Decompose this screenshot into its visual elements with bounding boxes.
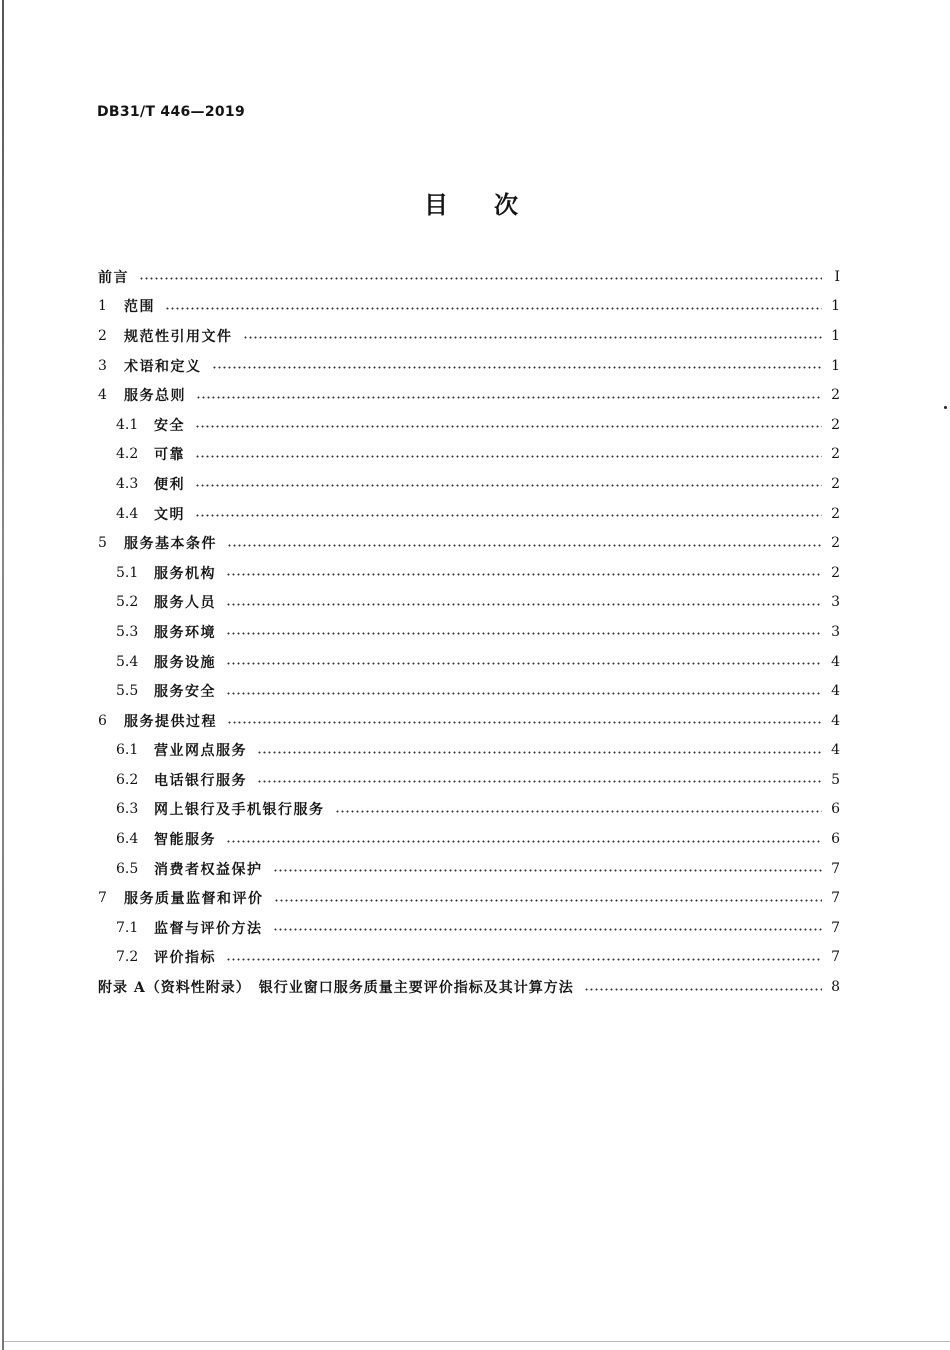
- toc-entry-label: 可靠: [154, 447, 185, 464]
- toc-entry-page: 2: [831, 416, 840, 433]
- toc-entry-number: 5.1: [116, 564, 139, 581]
- toc-entry[interactable]: [98, 943, 840, 973]
- toc-entry[interactable]: [98, 854, 840, 884]
- toc-entry-number: 6.1: [116, 742, 139, 759]
- toc-entry-page: 7: [831, 860, 840, 877]
- toc-entry-number: 1: [98, 298, 107, 315]
- toc-dot-leader: [226, 840, 822, 843]
- toc-entry-label: 术语和定义: [124, 358, 202, 375]
- toc-entry-label: 前言: [98, 269, 129, 286]
- scan-speck: [944, 406, 947, 409]
- toc-entry-label: 服务设施: [154, 654, 216, 671]
- toc-entry-label: 服务人员: [154, 595, 216, 612]
- toc-entry-page: 2: [831, 564, 840, 581]
- toc-entry[interactable]: [98, 795, 840, 825]
- toc-entry[interactable]: [98, 410, 840, 440]
- toc-dot-leader: [226, 573, 822, 576]
- toc-entry-page: 2: [831, 446, 840, 463]
- toc-title: 目次: [424, 191, 564, 219]
- toc-entry-page: 5: [831, 771, 840, 788]
- toc-entry-label: 监督与评价方法: [154, 920, 263, 937]
- toc-entry[interactable]: [98, 380, 840, 410]
- toc-entry-number: 7.2: [116, 949, 139, 966]
- toc-entry-number: 5.3: [116, 623, 139, 640]
- toc-entry-label: 网上银行及手机银行服务: [154, 802, 325, 819]
- toc-entry-label: 服务环境: [154, 624, 216, 641]
- toc-entry-label: 服务安全: [154, 684, 216, 701]
- toc-entry-number: 7.1: [116, 919, 139, 936]
- toc-entry-label: 附录 A（资料性附录） 银行业窗口服务质量主要评价指标及其计算方法: [98, 980, 574, 997]
- toc-entry-number: 6: [98, 712, 107, 729]
- toc-dot-leader: [273, 869, 823, 872]
- toc-entry-page: 1: [831, 327, 840, 344]
- toc-entry-label: 服务总则: [124, 388, 186, 405]
- toc-entry-page: 2: [831, 387, 840, 404]
- toc-entry-label: 消费者权益保护: [154, 861, 263, 878]
- toc-entry[interactable]: [98, 469, 840, 499]
- toc-entry-number: 4.2: [116, 446, 139, 463]
- toc-dot-leader: [195, 514, 822, 517]
- toc-entry-page: 1: [831, 298, 840, 315]
- toc-entry[interactable]: [98, 706, 840, 736]
- toc-entry-number: 2: [98, 327, 107, 344]
- toc-entry-page: I: [834, 268, 840, 285]
- toc-dot-leader: [195, 484, 822, 487]
- toc-entry-number: 4.3: [116, 475, 139, 492]
- toc-entry[interactable]: [98, 528, 840, 558]
- toc-dot-leader: [226, 692, 822, 695]
- toc-entry-label: 智能服务: [154, 832, 216, 849]
- toc-dot-leader: [226, 632, 822, 635]
- toc-entry[interactable]: [98, 321, 840, 351]
- toc-entry[interactable]: [98, 883, 840, 913]
- toc-entry-number: 6.2: [116, 771, 139, 788]
- toc-dot-leader: [584, 988, 822, 991]
- toc-entry[interactable]: [98, 558, 840, 588]
- toc-entry-page: 7: [831, 919, 840, 936]
- toc-entry[interactable]: [98, 351, 840, 381]
- toc-entry[interactable]: [98, 588, 840, 618]
- toc-entry-number: 5.5: [116, 683, 139, 700]
- toc-entry-number: 6.3: [116, 801, 139, 818]
- toc-entry-number: 5.2: [116, 594, 139, 611]
- toc-entry-label: 服务基本条件: [124, 536, 217, 553]
- toc-entry[interactable]: [98, 736, 840, 766]
- toc-entry-label: 服务机构: [154, 565, 216, 582]
- toc-entry-label: 评价指标: [154, 950, 216, 967]
- toc-entry-number: 7: [98, 890, 107, 907]
- toc-entry-page: 7: [831, 949, 840, 966]
- toc-entry-label: 服务质量监督和评价: [124, 891, 264, 908]
- toc-entry-number: 6.4: [116, 831, 139, 848]
- toc-entry[interactable]: [98, 617, 840, 647]
- toc-entry-number: 5.4: [116, 653, 139, 670]
- toc-entry-label: 电话银行服务: [154, 772, 247, 789]
- toc-entry-page: 1: [831, 357, 840, 374]
- toc-entry[interactable]: [98, 972, 840, 1002]
- toc-entry-page: 8: [831, 979, 840, 996]
- scan-edge-bottom: [4, 1341, 950, 1342]
- toc-dot-leader: [335, 810, 823, 813]
- toc-dot-leader: [139, 277, 822, 280]
- toc-entry[interactable]: [98, 262, 840, 292]
- toc-entry-label: 营业网点服务: [154, 743, 247, 760]
- toc-entry-number: 4: [98, 387, 107, 404]
- toc-dot-leader: [165, 307, 822, 310]
- toc-entry-page: 2: [831, 535, 840, 552]
- toc-entry-label: 范围: [124, 299, 155, 316]
- toc-entry-page: 2: [831, 475, 840, 492]
- toc-entry-page: 3: [831, 623, 840, 640]
- toc-entry-page: 4: [831, 742, 840, 759]
- toc-entry-page: 4: [831, 712, 840, 729]
- toc-entry-page: 7: [831, 890, 840, 907]
- toc-entry-label: 文明: [154, 506, 185, 523]
- toc-entry-page: 4: [831, 653, 840, 670]
- toc-entry[interactable]: [98, 440, 840, 470]
- toc-entry[interactable]: [98, 824, 840, 854]
- toc-dot-leader: [227, 721, 822, 724]
- toc-dot-leader: [196, 396, 822, 399]
- toc-entry[interactable]: [98, 676, 840, 706]
- toc-dot-leader: [227, 544, 822, 547]
- toc-entry-page: 6: [831, 801, 840, 818]
- toc-entry-page: 6: [831, 831, 840, 848]
- toc-dot-leader: [243, 336, 823, 339]
- toc-entry[interactable]: [98, 913, 840, 943]
- toc-entry-number: 6.5: [116, 860, 139, 877]
- table-of-contents: [98, 262, 840, 1002]
- toc-entry[interactable]: [98, 499, 840, 529]
- toc-entry-number: 3: [98, 357, 107, 374]
- toc-dot-leader: [226, 958, 822, 961]
- toc-dot-leader: [274, 899, 823, 902]
- toc-entry-page: 3: [831, 594, 840, 611]
- toc-dot-leader: [257, 751, 822, 754]
- toc-entry-number: 5: [98, 535, 107, 552]
- toc-dot-leader: [195, 455, 822, 458]
- toc-dot-leader: [195, 425, 822, 428]
- toc-dot-leader: [226, 662, 822, 665]
- document-code: DB31/T 446—2019: [97, 104, 245, 120]
- toc-entry-number: 4.4: [116, 505, 139, 522]
- toc-entry[interactable]: [98, 292, 840, 322]
- toc-entry[interactable]: [98, 647, 840, 677]
- toc-dot-leader: [257, 780, 822, 783]
- toc-entry-label: 安全: [154, 417, 185, 434]
- toc-dot-leader: [273, 928, 823, 931]
- toc-entry-label: 服务提供过程: [124, 713, 217, 730]
- toc-entry-page: 2: [831, 505, 840, 522]
- toc-entry-page: 4: [831, 683, 840, 700]
- toc-dot-leader: [212, 366, 823, 369]
- toc-entry-label: 便利: [154, 476, 185, 493]
- toc-entry[interactable]: [98, 765, 840, 795]
- toc-entry-label: 规范性引用文件: [124, 328, 233, 345]
- toc-dot-leader: [226, 603, 822, 606]
- toc-entry-number: 4.1: [116, 416, 139, 433]
